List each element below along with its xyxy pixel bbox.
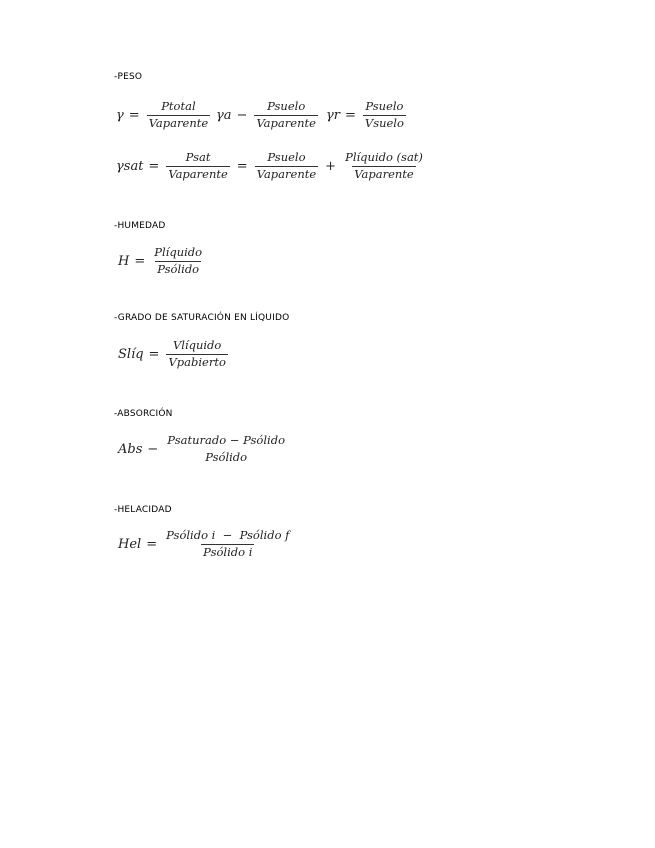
- eq-lhs: H: [118, 253, 130, 269]
- denominator: Vaparente: [256, 166, 317, 181]
- eq-lhs: γa: [216, 107, 232, 123]
- eq-lhs: γsat: [116, 158, 144, 174]
- numerator: Psuelo: [365, 99, 404, 113]
- denominator: Vsuelo: [364, 115, 404, 130]
- eq-operator: =: [344, 107, 356, 123]
- heading-saturacion: -GRADO DE SATURACIÓN EN LÍQUIDO: [114, 313, 290, 323]
- eq-operator: =: [236, 158, 248, 174]
- eq-lhs: γr: [326, 107, 340, 123]
- eq-lhs: Hel: [118, 536, 142, 552]
- eq-operator: =: [148, 346, 160, 362]
- equation-gamma: [116, 101, 213, 129]
- numerator: Psaturado − Psólido: [167, 433, 285, 447]
- fraction: [165, 435, 287, 463]
- heading-helacidad: -HELACIDAD: [114, 505, 172, 515]
- fraction: [254, 101, 317, 129]
- fraction: [363, 101, 406, 129]
- numerator: Psólido i − Psólido f: [166, 528, 290, 542]
- heading-peso: -PESO: [114, 72, 143, 82]
- eq-operator: −: [147, 441, 159, 457]
- fraction: [166, 340, 227, 368]
- fraction: [343, 152, 425, 180]
- numerator: Psuelo: [267, 150, 306, 164]
- denominator: Vaparente: [148, 115, 209, 130]
- denominator: Psólido: [205, 449, 248, 464]
- fraction: [255, 152, 318, 180]
- heading-absorcion: -ABSORCIÓN: [114, 409, 173, 419]
- denominator: Vaparente: [256, 115, 316, 130]
- numerator: Psat: [185, 150, 211, 164]
- equation-gamma-a: [216, 101, 321, 129]
- equation-humedad: [118, 247, 207, 275]
- eq-operator: =: [134, 253, 146, 269]
- denominator: Psólido: [157, 261, 200, 276]
- denominator: Vaparente: [354, 166, 414, 181]
- fraction: [152, 247, 204, 275]
- eq-operator: +: [325, 158, 337, 174]
- eq-lhs: Abs: [118, 441, 143, 457]
- numerator: Plíquido (sat): [345, 150, 423, 164]
- fraction: [166, 152, 229, 180]
- fraction: [147, 101, 210, 129]
- eq-operator: =: [148, 158, 160, 174]
- numerator: Vlíquido: [172, 338, 222, 352]
- eq-operator: −: [236, 107, 248, 123]
- equation-gamma-sat: [116, 152, 428, 180]
- equation-gamma-r: [326, 101, 409, 129]
- denominator: Vpabierto: [168, 354, 226, 369]
- heading-humedad: -HUMEDAD: [114, 221, 166, 231]
- equation-saturacion: [118, 340, 231, 368]
- numerator: Psuelo: [267, 99, 306, 113]
- equation-absorcion: [118, 435, 290, 463]
- equation-helacidad: [118, 530, 294, 558]
- eq-lhs: γ: [116, 107, 124, 123]
- denominator: Psólido i: [203, 544, 253, 559]
- denominator: Vaparente: [168, 166, 228, 181]
- eq-operator: =: [128, 107, 140, 123]
- eq-lhs: Slíq: [118, 346, 144, 362]
- numerator: Ptotal: [161, 99, 196, 113]
- numerator: Plíquido: [154, 245, 203, 259]
- fraction: [164, 530, 291, 558]
- eq-operator: =: [146, 536, 158, 552]
